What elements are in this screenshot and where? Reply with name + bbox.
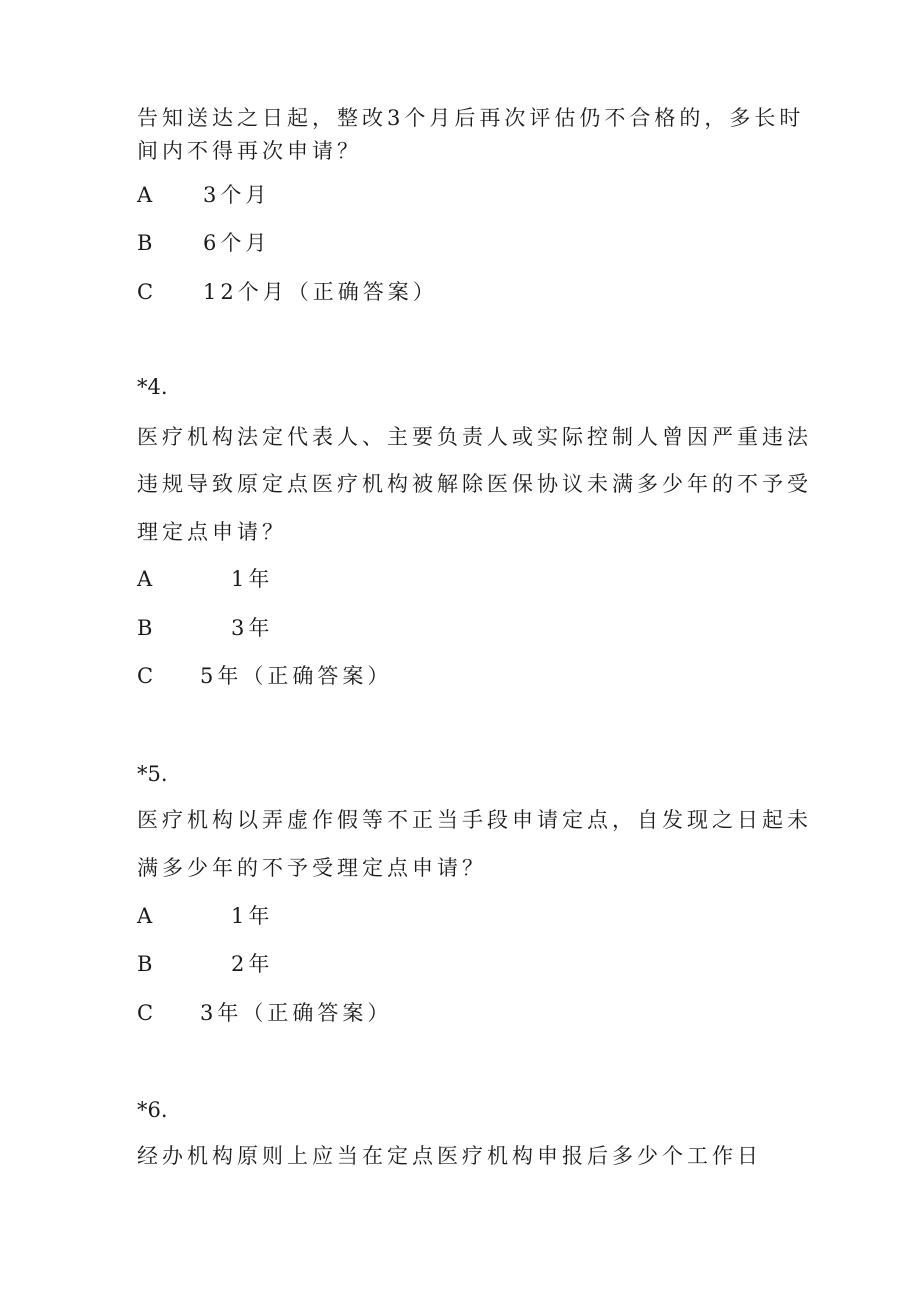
q4-option-a-letter: A: [137, 567, 153, 591]
q4-option-c-letter: C: [137, 664, 154, 688]
q5-option-a-letter: A: [137, 904, 153, 928]
q5-option-c-letter: C: [137, 1001, 154, 1025]
q5-option-b-text: 2年: [231, 952, 274, 976]
q3-option-a-letter: A: [137, 183, 153, 207]
q4-option-a-text: 1年: [231, 567, 274, 591]
q6-stem-line-1: 经办机构原则上应当在定点医疗机构申报后多少个工作日: [137, 1144, 762, 1168]
q3-option-c-letter: C: [137, 280, 154, 304]
q4-number: *4.: [137, 375, 168, 399]
q4-option-b-letter: B: [137, 616, 153, 640]
q5-stem-line-2: 满多少年的不予受理定点申请？: [137, 856, 487, 880]
q3-option-b-text: 6个月: [203, 231, 271, 255]
q3-stem-line-2: 间内不得再次申请？: [137, 139, 362, 163]
q6-number: *6.: [137, 1098, 168, 1122]
q5-option-a-text: 1年: [231, 904, 274, 928]
q5-option-c-text: 3年（正确答案）: [200, 1001, 393, 1025]
q3-option-c-text: 12个月（正确答案）: [203, 280, 438, 304]
q4-stem-line-2: 违规导致原定点医疗机构被解除医保协议未满多少年的不予受: [137, 472, 812, 496]
q5-stem-line-1: 医疗机构以弄虚作假等不正当手段申请定点，自发现之日起未: [137, 808, 812, 832]
q3-option-a-text: 3个月: [203, 183, 271, 207]
q4-option-b-text: 3年: [231, 616, 274, 640]
q4-stem-line-3: 理定点申请？: [137, 520, 287, 544]
q3-option-b-letter: B: [137, 231, 153, 255]
q4-option-c-text: 5年（正确答案）: [200, 664, 393, 688]
q4-stem-line-1: 医疗机构法定代表人、主要负责人或实际控制人曾因严重违法: [137, 425, 812, 449]
q5-number: *5.: [137, 762, 168, 786]
q5-option-b-letter: B: [137, 952, 153, 976]
q3-stem-line-1: 告知送达之日起，整改3个月后再次评估仍不合格的，多长时: [137, 106, 805, 130]
